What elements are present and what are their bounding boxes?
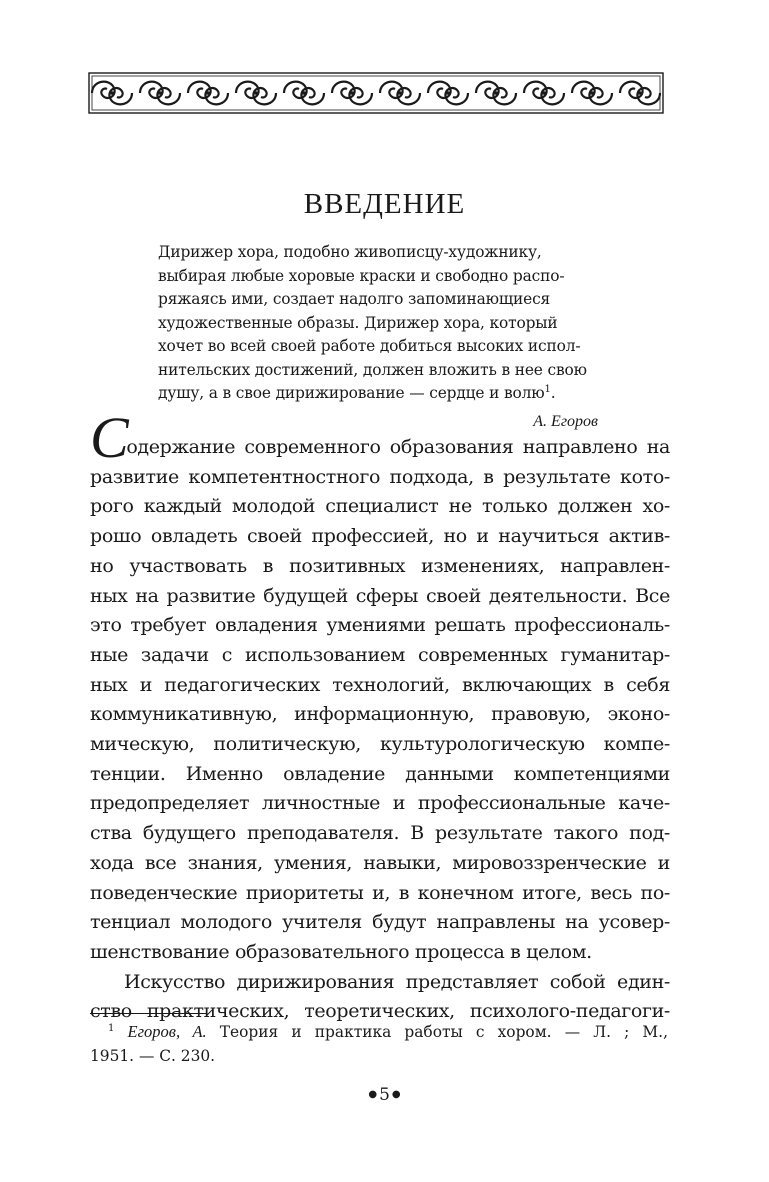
epigraph-line: хочет во всей своей работе добиться высоких испол- bbox=[158, 337, 581, 355]
footnote-number: 1 bbox=[108, 1022, 115, 1034]
body-line: поведенческие приоритеты и, в конечном итоге, весь по- bbox=[90, 881, 670, 904]
page-number-value: 5 bbox=[379, 1085, 390, 1105]
epigraph-line: нительских достижений, должен вложить в нее свою bbox=[158, 360, 587, 379]
footnote-author: Егоров, А. bbox=[127, 1022, 207, 1041]
footnote-line bbox=[90, 1020, 668, 1044]
epigraph-line: ряжаясь ими, создает надолго запоминающиеся bbox=[158, 290, 551, 308]
epigraph-line: Дирижер хора, подобно живописцу-художнику, bbox=[158, 243, 542, 261]
body-line: тенциал молодого учителя будут направлены на усовер- bbox=[90, 911, 670, 934]
epigraph-line: художественные образы. Дирижер хора, который bbox=[158, 313, 558, 332]
body-line: коммуникативную, информационную, правовую, эконо- bbox=[90, 703, 670, 726]
body-line: рошо овладеть своей профессией, но и научиться актив- bbox=[90, 525, 670, 548]
epigraph-author: А. Егоров bbox=[533, 412, 598, 430]
footnote-divider bbox=[90, 1013, 206, 1014]
footnote bbox=[90, 1020, 668, 1068]
body-line: ства будущего преподавателя. В результате такого под- bbox=[90, 822, 670, 845]
body-line-paragraph-end: шенствование образовательного процесса в целом. bbox=[90, 940, 592, 963]
epigraph-line-last: душу, а в свое дирижирование — сердце и волю$^1$. bbox=[158, 383, 556, 402]
body-line: но участвовать в позитивных изменениях, направлен- bbox=[90, 554, 670, 577]
chapter-title: ВВЕДЕНИЕ bbox=[303, 188, 466, 220]
body-line: мическую, политическую, культурологическую компе- bbox=[90, 733, 670, 756]
epigraph-line: выбирая любые хоровые краски и свободно распо- bbox=[158, 266, 565, 285]
body-line: предопределяет личностные и профессиональные каче- bbox=[90, 792, 670, 815]
body-line: ных на развитие будущей сферы своей деятельности. Все bbox=[90, 584, 670, 607]
drop-cap: С bbox=[90, 405, 129, 470]
body-text: одержание современного образования направлено на bbox=[126, 436, 670, 458]
epigraph bbox=[158, 241, 598, 434]
body-line: рого каждый молодой специалист не только должен хо- bbox=[90, 495, 670, 518]
body-line: хода все знания, умения, навыки, мировоззренческие и bbox=[90, 851, 670, 874]
footnote-text: Теория и практика работы с хором. — Л. ; М., bbox=[219, 1023, 668, 1041]
bullet-icon: ● bbox=[368, 1089, 378, 1100]
body-line-paragraph-start: Искусство дирижирования представляет собой един- bbox=[124, 970, 670, 993]
footnote-line: 1951. — С. 230. bbox=[90, 1047, 216, 1065]
header-ornament bbox=[88, 72, 664, 114]
body-line: развитие компетентностного подхода, в результате кото- bbox=[90, 465, 670, 488]
footnote-reference[interactable]: 1 bbox=[544, 383, 551, 395]
epigraph-text: душу, а в свое дирижирование — сердце и волю bbox=[158, 384, 545, 402]
body-line: ство практических, теоретических, психолого-педагоги- bbox=[90, 1000, 670, 1023]
body-line: тенции. Именно овладение данными компетенциями bbox=[90, 762, 670, 785]
page-number bbox=[0, 1085, 769, 1105]
body-line: ных и педагогических технологий, включающих в себя bbox=[90, 673, 670, 696]
body-line: ные задачи с использованием современных гуманитар- bbox=[90, 643, 670, 666]
bullet-icon: ● bbox=[391, 1089, 401, 1100]
body-line: это требует овладения умениями решать профессиональ- bbox=[90, 614, 670, 637]
